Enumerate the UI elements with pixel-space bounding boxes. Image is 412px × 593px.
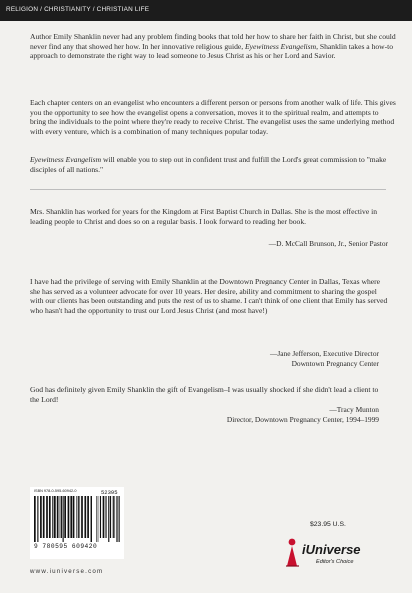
barcode-bar bbox=[84, 496, 86, 538]
description-paragraph-1: Author Emily Shanklin never had any problem finding books that told her how to share her faith in Christ, but she could never find any that showed her how. In her innovative religious guide, Eyewitness Evangelism, Shanklin takes a how-to approach to demonstrate the right way to lead someone to Jesus Christ as his or her Lord and Savior. bbox=[30, 32, 396, 61]
review-text-3: God has definitely given Emily Shanklin the gift of Evangelism–I was usually shocked if she didn't lead a client to the Lord! bbox=[30, 385, 379, 404]
barcode-bar bbox=[49, 496, 51, 538]
iuniverse-logo bbox=[283, 536, 383, 572]
barcode-digits: 9 780595 609420 bbox=[34, 543, 98, 550]
book-title: Eyewitness Evangelism bbox=[30, 155, 102, 164]
barcode-bar bbox=[110, 496, 111, 538]
barcode-bar bbox=[76, 496, 77, 538]
publisher-url: www.iuniverse.com bbox=[30, 568, 104, 575]
barcode-bar bbox=[61, 496, 62, 538]
review-attribution-2 bbox=[270, 349, 379, 368]
barcode-bar bbox=[63, 496, 64, 542]
barcode-bar bbox=[46, 496, 48, 538]
barcode-bar bbox=[103, 496, 105, 538]
barcode-bar bbox=[54, 496, 56, 538]
barcode-bar bbox=[117, 496, 118, 542]
barcode-bar bbox=[73, 496, 75, 538]
category-label: RELIGION / CHRISTIANITY / CHRISTIAN LIFE bbox=[6, 6, 150, 13]
barcode-bar bbox=[57, 496, 59, 538]
review-text-2: I have had the privilege of serving with Emily Shanklin at the Downtown Pregnancy Center in Dallas, Texas where she has served as a volunteer advocate for over 10 years. Her desire, ability and commitment to sharing the gospel with our clients has been outstanding and puts the rest of us to shame. I can't think of one client that Emily has served who hasn't had the opportunity to trust our Lord Jesus Christ (and most have!) bbox=[30, 277, 388, 315]
barcode-bar bbox=[108, 496, 109, 542]
barcode-bar bbox=[113, 496, 114, 538]
barcode-bar bbox=[79, 496, 80, 538]
review-attribution-1 bbox=[269, 239, 388, 249]
attribution-line: Director, Downtown Pregnancy Center, 1994–1999 bbox=[226, 414, 379, 424]
divider-line bbox=[30, 189, 386, 190]
book-title: Eyewitness Evangelism bbox=[245, 41, 317, 51]
barcode-bar bbox=[91, 496, 92, 542]
barcode-bar bbox=[40, 496, 42, 538]
attribution-line: Downtown Pregnancy Center bbox=[291, 358, 379, 368]
attribution-line: —Jane Jefferson, Executive Director bbox=[269, 349, 379, 358]
barcode-bar bbox=[64, 496, 66, 538]
attribution-line: —Tracy Munton bbox=[329, 405, 379, 414]
barcode-bar bbox=[100, 496, 101, 538]
barcode-bar bbox=[96, 496, 97, 542]
barcode-bar bbox=[105, 496, 106, 538]
barcode-bar bbox=[60, 496, 61, 538]
barcode-bar bbox=[43, 496, 45, 538]
price-label: $23.95 U.S. bbox=[310, 521, 346, 528]
barcode-bar bbox=[68, 496, 70, 538]
barcode-bar bbox=[114, 496, 115, 538]
barcode-bar bbox=[78, 496, 79, 538]
description-paragraph-3: Eyewitness Evangelism will enable you to step out in confident trust and fulfill the Lord's great commission to "make disciples of all nations." bbox=[30, 155, 387, 174]
logo-wordmark: iUniverse bbox=[302, 542, 361, 557]
barcode-bar bbox=[37, 496, 38, 542]
barcode-bar bbox=[87, 496, 89, 538]
price-code-label: 52395 bbox=[101, 489, 118, 496]
barcode-bar bbox=[119, 496, 120, 542]
review-attribution-3 bbox=[227, 405, 379, 424]
barcode-bar bbox=[81, 496, 83, 538]
barcode-bar bbox=[34, 496, 36, 542]
logo-tagline: Editor's Choice bbox=[316, 559, 354, 565]
supplement-barcode bbox=[96, 496, 120, 542]
isbn-label: ISBN 978-0-595-60942-0 bbox=[34, 489, 77, 493]
ean-barcode bbox=[34, 496, 92, 542]
review-text-1: Mrs. Shanklin has worked for years for the Kingdom at First Baptist Church in Dallas. She is the most effective in leading people to Christ and does so on a regular basis. I look forward to reading her book. bbox=[30, 207, 378, 226]
attribution-line: —D. McCall Brunson, Jr., Senior Pastor bbox=[268, 239, 388, 248]
barcode-bar bbox=[70, 496, 72, 538]
barcode-bar bbox=[98, 496, 99, 542]
logo-emblem-icon bbox=[286, 539, 299, 566]
description-paragraph-2: Each chapter centers on an evangelist who encounters a different person or persons from another walk of life. This gives you the opportunity to see how the evangelist opens a conversation, moves it to the spiritual realm, and attempts to bring the individuals to the point where they're ready to receive Christ. The evangelist uses the same underlying method with every venture, which is a combination of many techniques popular today. bbox=[30, 98, 396, 136]
barcode-bar bbox=[116, 496, 117, 542]
barcode-bar bbox=[52, 496, 53, 538]
